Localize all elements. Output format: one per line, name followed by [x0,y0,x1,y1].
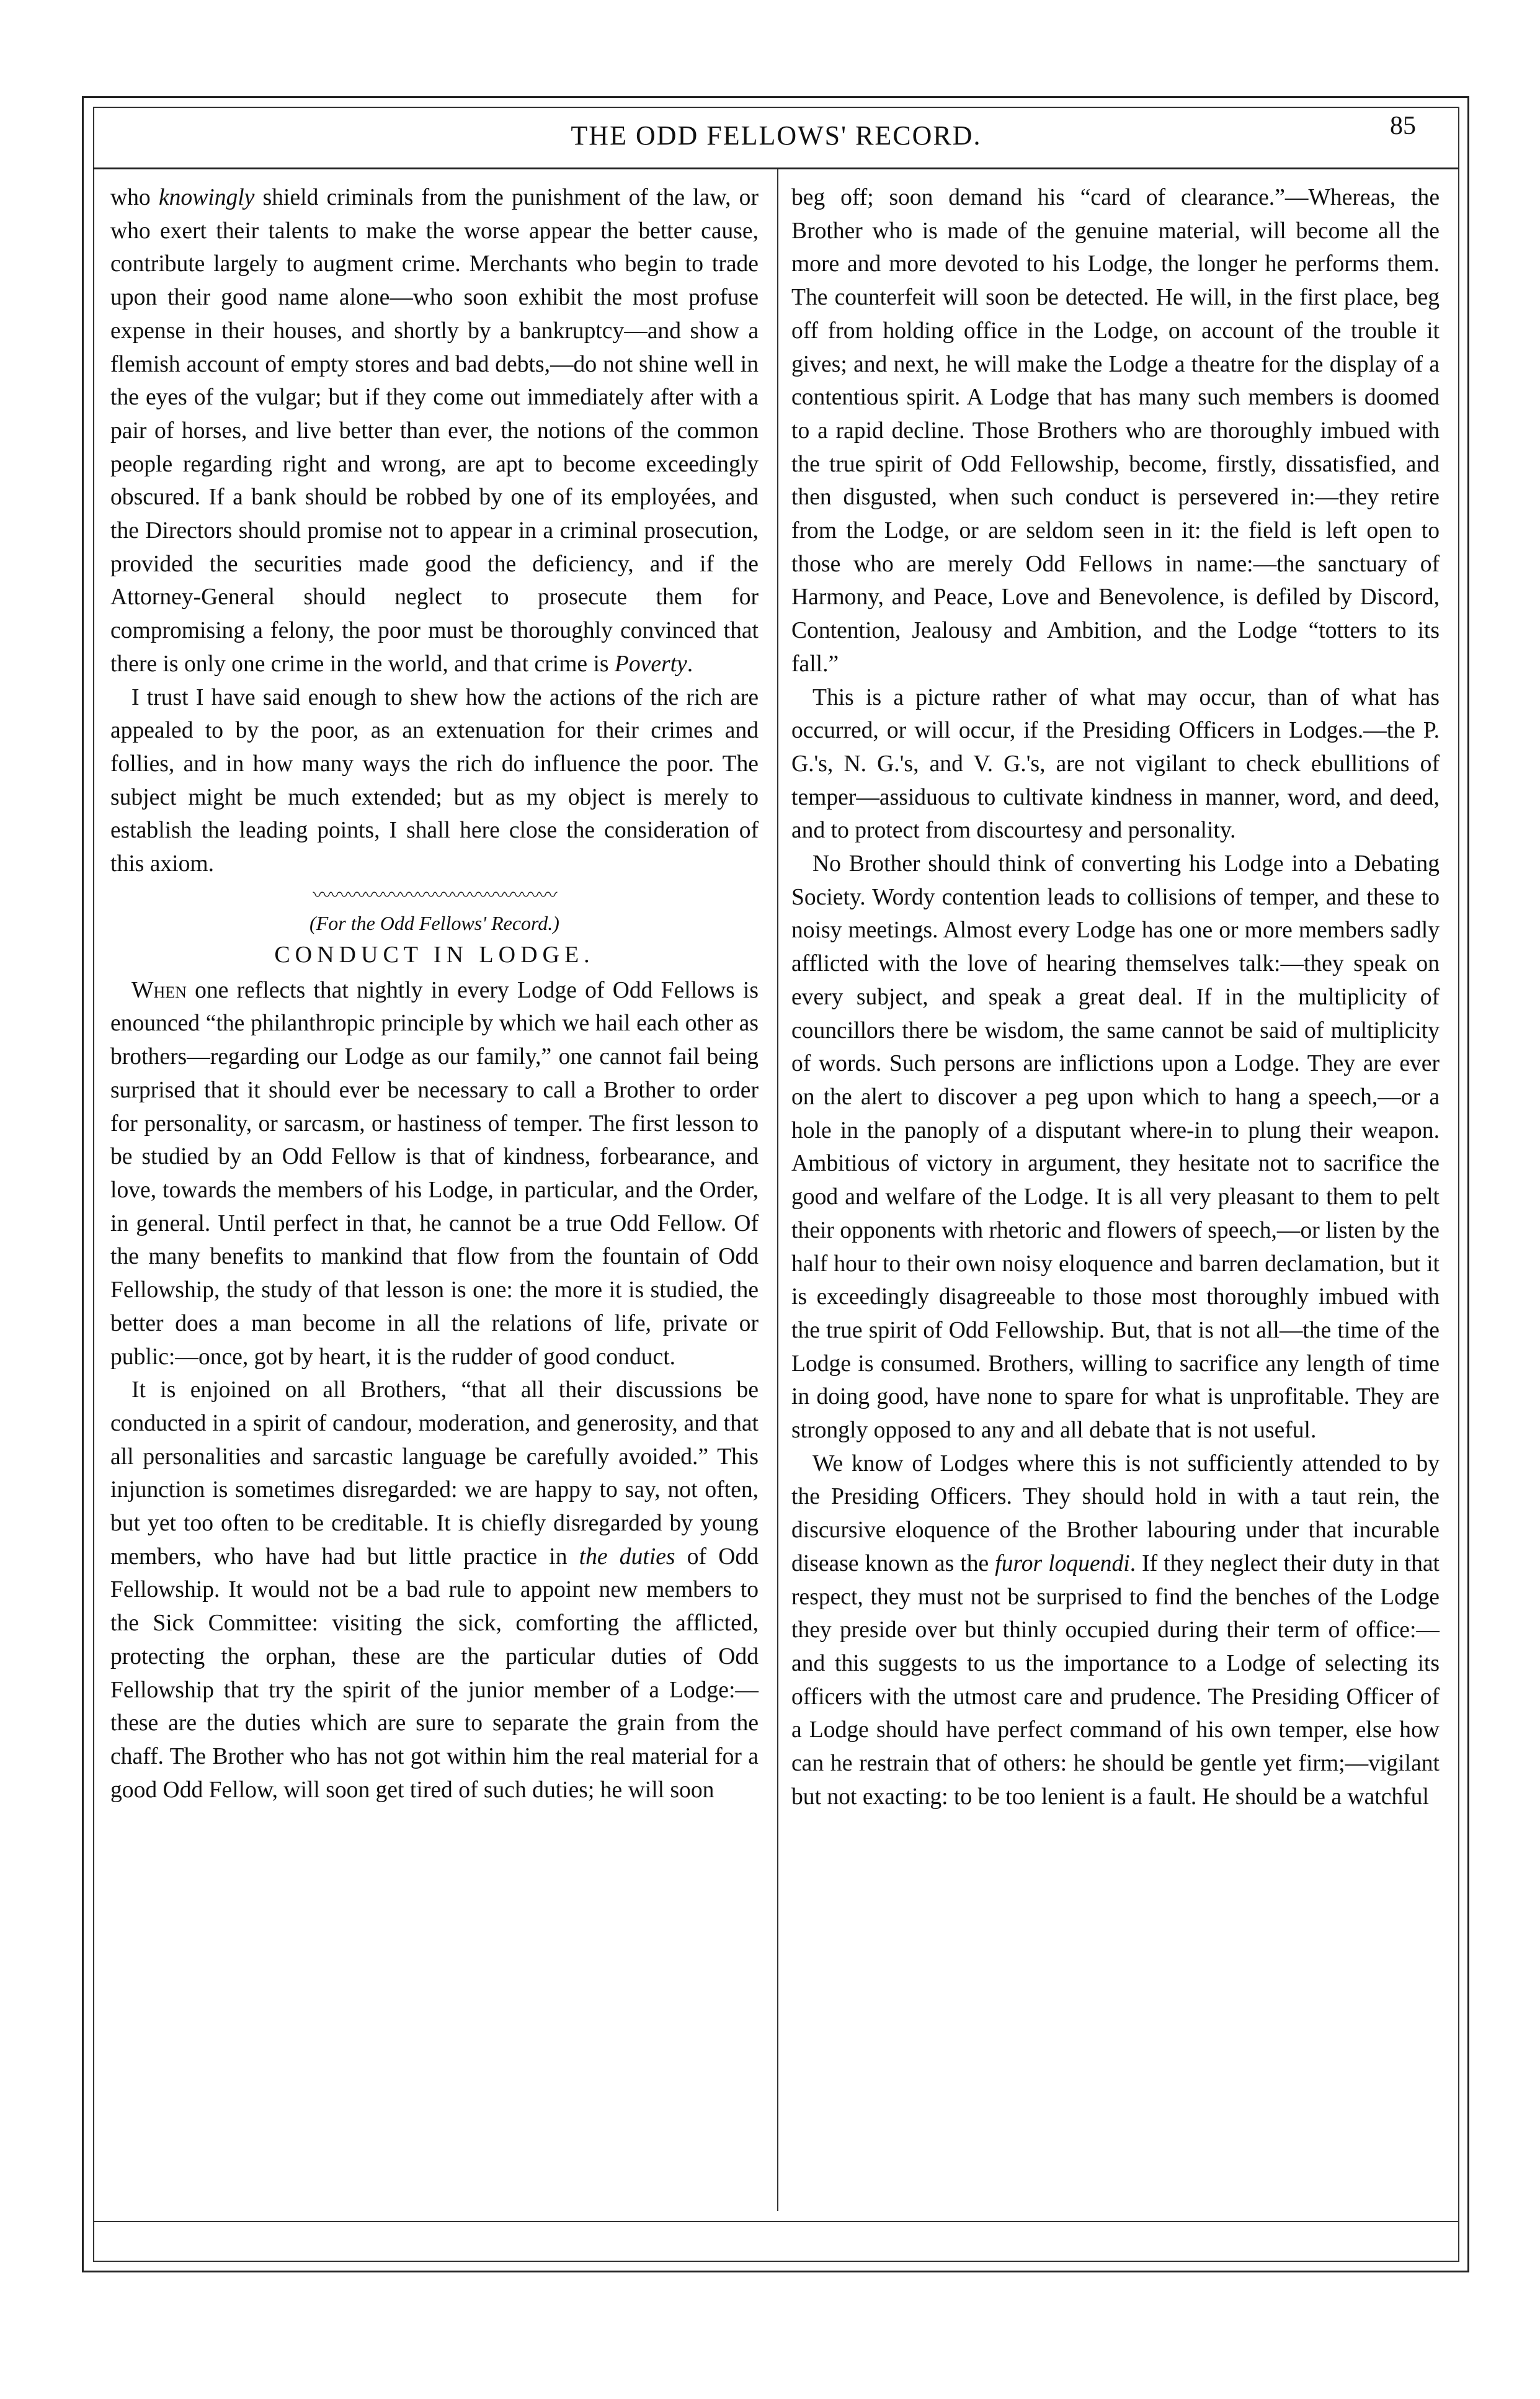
header-rule [93,168,1459,169]
right-column [791,181,1440,1813]
paragraph: I trust I have said enough to shew how the actions of the rich are appealed to by the poor, as an extenuation for their crimes and follies, and in how many ways the rich do influence the poor. The subject might be much extended; but as my object is merely to establish the leading points, I shall here close the consideration of this axiom. [110,684,759,877]
paragraph [110,1374,759,1807]
page-header [93,109,1459,168]
paragraph [110,974,759,1374]
text-run: We know of Lodges where this is not sufficiently attended to by the Presiding Officers. They should hold in with a taut rein, the discursive eloquence of the Brother labouring under that incurable disease known as the [791,1450,1440,1576]
paragraph: No Brother should think of converting his Lodge into a Debating Society. Wordy contention leads to collisions of temper, and these to noisy meetings. Almost every Lodge has one or more members sadly afflicted with the love of hearing themselves talk:—they speak on every subject, and speak a great deal. If in the multiplicity of councillors there be wisdom, the same cannot be said of multiplicity of words. Such persons are inflictions upon a Lodge. They are ever on the alert to discover a peg upon which to hang a speech,—or a hole in the panoply of a disputant where-in to plung their weapon. Ambitious of victory in argument, they hesitate not to sacrifice the good and welfare of the Lodge. It is all very pleasant to them to pelt their opponents with rhetoric and flowers of speech,—or listen by the half hour to their own noisy eloquence and barren declamation, but it is exceedingly disagreeable to those most thoroughly imbued with the true spirit of Odd Fellowship. But, that is not all—the time of the Lodge is consumed. Brothers, willing to sacrifice any length of time in doing good, have none to spare for what is unprofitable. They are strongly opposed to any and all debate that is not useful. [791,851,1440,1444]
text-run: . [687,651,693,677]
text-run: . If they neglect their duty in that respect, they must not be surprised to find the benches of the Lodge they preside over but thinly occupied during their term of office:—and this suggests to us the importance to a Lodge of selecting its officers with the utmost care and prudence. The Presiding Officer of a Lodge should have perfect command of his own temper, else how can he restrain that of others: he should be gentle yet firm;—vigilant but not exacting: to be too lenient is a fault. He should be a watchful [791,1550,1440,1810]
paragraph [791,1447,1440,1814]
emphasis: the duties [579,1543,675,1570]
running-title: THE ODD FELLOWS' RECORD. [571,120,982,151]
paragraph: beg off; soon demand his “card of clearance.”—Whereas, the Brother who is made of the genuine material, will become all the more and more devoted to his Lodge, the longer he performs them. The counterfeit will soon be detected. He will, in the first place, beg off from holding office in the Lodge, on account of the trouble it gives; and next, he will make the Lodge a theatre for the display of a contentious spirit. A Lodge that has many such members is doomed to a rapid decline. Those Brothers who are thoroughly imbued with the true spirit of Odd Fellowship, become, firstly, dissatisfied, and then disgusted, when such conduct is persevered in:—they retire from the Lodge, or are seldom seen in it: the field is left open to those who are merely Odd Fellows in name:—the sanctuary of Harmony, and Peace, Love and Benevolence, is defiled by Discord, Contention, Jealousy and Ambition, and the Lodge “totters to its fall.” [791,185,1440,677]
column-divider [777,169,778,2211]
text-run: who [110,185,159,210]
emphasis: knowingly [158,185,255,210]
article-title: CONDUCT IN LODGE. [274,941,595,968]
page-number: 85 [1390,112,1416,140]
paragraph [110,181,759,681]
ornamental-divider: 〰〰〰〰〰〰〰〰〰〰〰〰〰〰 [313,885,556,906]
article-attribution: (For the Odd Fellows' Record.) [309,911,559,934]
text-run: shield criminals from the punishment of the law, or who exert their talents to make the worse appear the better cause, contribute largely to augment crime. Merchants who begin to trade upon their good name alone—who soon exhibit the most profuse expense in their houses, and shortly by a bankruptcy—and show a flemish account of empty stores and bad debts,—do not shine well in the eyes of the vulgar; but if they come out immediately after with a pair of horses, and live better than ever, the notions of the common people regarding right and wrong, are apt to become exceedingly obscured. If a bank should be robbed by one of its employées, and the Directors should promise not to appear in a criminal prosecution, provided the securities made good the deficiency, and if the Attorney-General should neglect to prosecute them for compromising a felony, the poor must be thoroughly convinced that there is only one crime in the world, and that crime is [110,185,759,677]
bottom-rule [93,2221,1459,2222]
text-run: It is enjoined on all Brothers, “that all their discussions be conducted in a spirit of candour, moderation, and generosity, and that all personalities and sarcastic language be carefully avoided.” This injunction is sometimes disregarded: we are happy to say, not often, but yet too often to be creditable. It is chiefly disregarded by young members, who have had but little practice in [110,1377,759,1570]
text-run: one reflects that nightly in every Lodge of Odd Fellows is enounced “the philanthropic principle by which we hail each other as brothers—regarding our Lodge as our family,” one cannot fail being surprised that it should ever be necessary to call a Brother to order for personality, or sarcasm, or hastiness of temper. The first lesson to be studied by an Odd Fellow is that of kindness, forbearance, and love, towards the members of his Lodge, in particular, and the Order, in general. Until perfect in that, he cannot be a true Odd Fellow. Of the many benefits to mankind that flow from the fountain of Odd Fellowship, the study of that lesson is one: the more it is studied, the better does a man become in all the relations of life, private or public:—once, got by heart, it is the rudder of good conduct. [110,977,759,1370]
emphasis: Poverty [614,651,687,677]
paragraph: This is a picture rather of what may occur, than of what has occurred, or will occur, if the Presiding Officers in Lodges.—the P. G.'s, N. G.'s, and V. G.'s, are not vigilant to check ebullitions of temper—assiduous to cultivate kindness in manner, word, and deed, and to protect from discourtesy and personality. [791,684,1440,844]
emphasis: furor loquendi [995,1550,1130,1576]
opening-word: When [131,977,187,1003]
text-run: of Odd Fellowship. It would not be a bad rule to appoint new members to the Sick Committee: visiting the sick, comforting the afflicted, protecting the orphan, these are the particular duties of Odd Fellowship that try the spirit of the junior member of a Lodge:—these are the duties which are sure to separate the grain from the chaff. The Brother who has not got within him the real material for a good Odd Fellow, will soon get tired of such duties; he will soon [110,1543,759,1803]
left-column [110,181,759,1807]
